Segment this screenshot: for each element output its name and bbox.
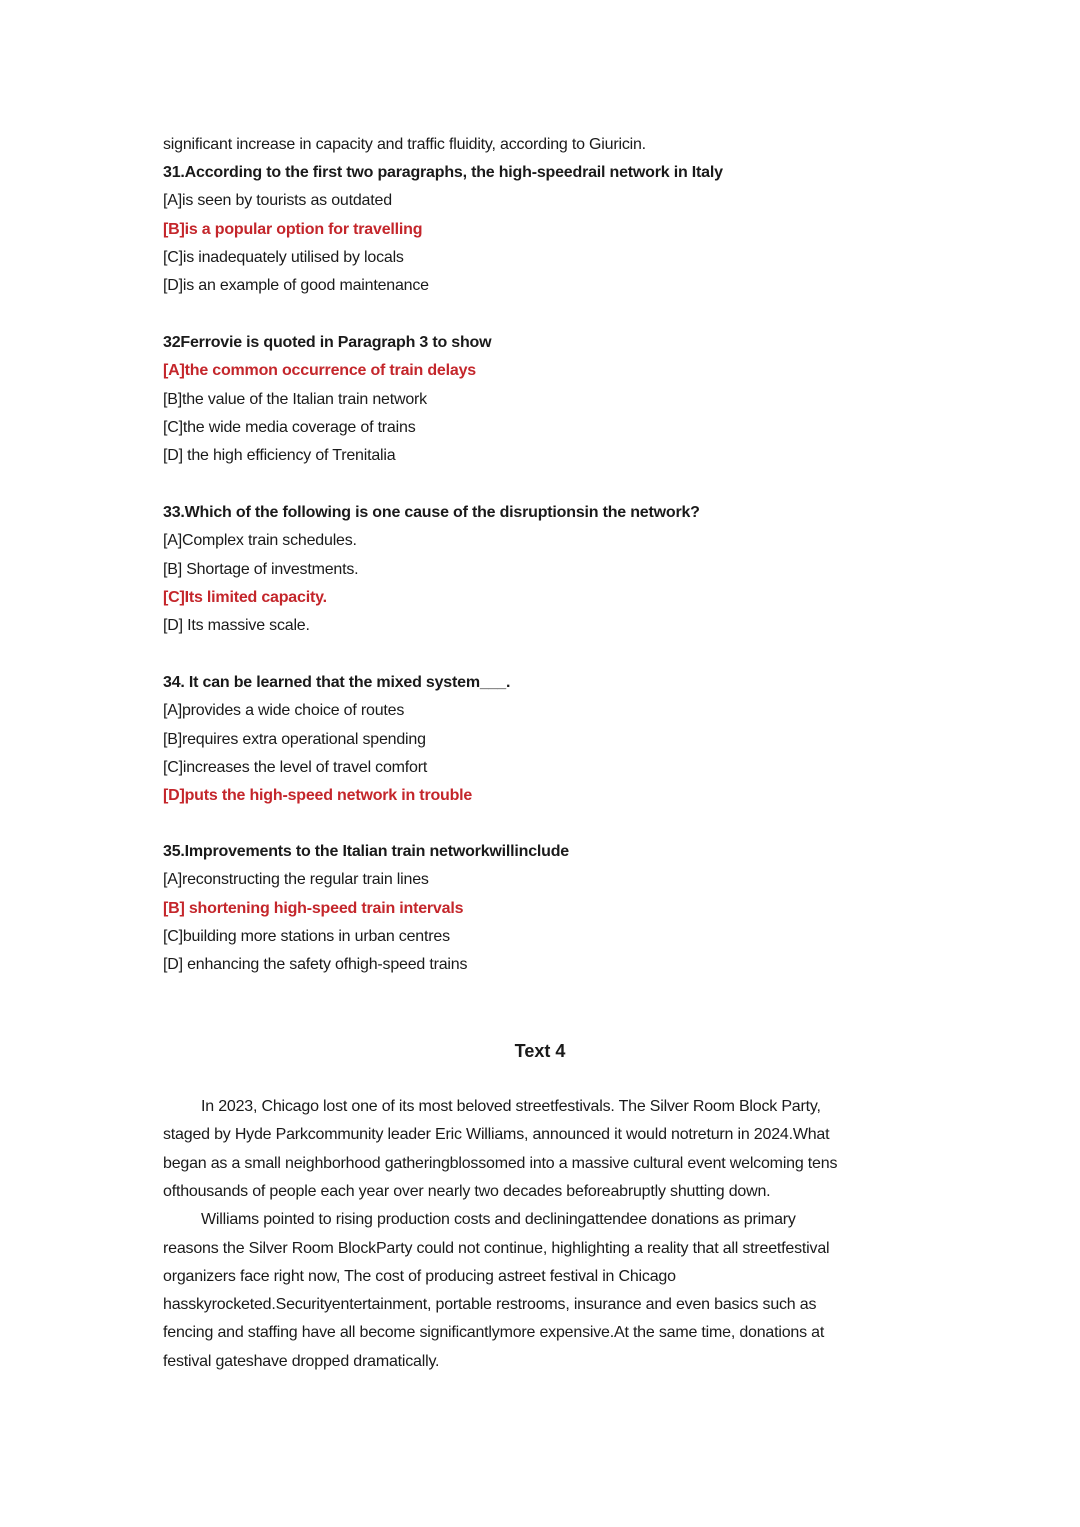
answer-option: [C]the wide media coverage of trains	[163, 418, 416, 436]
passage-line: staged by Hyde Parkcommunity leader Eric Williams, announced it would notreturn in 2024.What	[163, 1126, 830, 1144]
answer-option-correct: [D]puts the high-speed network in trouble	[163, 787, 473, 805]
answer-option-correct: [B]is a popular option for travelling	[163, 220, 423, 238]
intro-line: significant increase in capacity and traffic fluidity, according to Giuricin.	[163, 136, 646, 153]
passage-line: fencing and staffing have all become significantlymore expensive.At the same time, donations at	[163, 1324, 825, 1342]
answer-option: [C]is inadequately utilised by locals	[163, 248, 404, 266]
answer-option: [B] Shortage of investments.	[163, 560, 359, 578]
answer-option-correct: [B] shortening high-speed train intervals	[163, 899, 464, 917]
answer-option: [A]reconstructing the regular train lines	[163, 871, 429, 889]
section-title: Text 4	[514, 1041, 566, 1061]
answer-option: [D] Its massive scale.	[163, 617, 310, 635]
passage-line: hasskyrocketed.Securityentertainment, portable restrooms, insurance and even basics such as	[163, 1296, 817, 1314]
answer-option: [B]the value of the Italian train network	[163, 390, 427, 408]
question-stem: 34. It can be learned that the mixed system___.	[163, 674, 511, 691]
answer-option: [C]increases the level of travel comfort	[163, 758, 428, 776]
passage-line: began as a small neighborhood gatheringblossomed into a massive cultural event welcoming tens	[163, 1154, 838, 1172]
passage-line: In 2023, Chicago lost one of its most beloved streetfestivals. The Silver Room Block Party,	[201, 1098, 821, 1115]
answer-option: [A]Complex train schedules.	[163, 532, 357, 550]
passage-line: organizers face right now, The cost of producing astreet festival in Chicago	[163, 1267, 676, 1285]
question-stem: 33.Which of the following is one cause of the disruptionsin the network?	[163, 504, 700, 521]
answer-option: [D] enhancing the safety ofhigh-speed trains	[163, 956, 468, 974]
passage-line: ofthousands of people each year over nearly two decades beforeabruptly shutting down.	[163, 1182, 771, 1200]
answer-option: [A]provides a wide choice of routes	[163, 702, 405, 720]
passage-line: Williams pointed to rising production costs and decliningattendee donations as primary	[201, 1211, 796, 1229]
answer-option: [D] the high efficiency of Trenitalia	[163, 447, 396, 465]
passage-line: festival gateshave dropped dramatically.	[163, 1352, 440, 1370]
question-stem: 35.Improvements to the Italian train networkwillinclude	[163, 843, 569, 860]
question-stem: 32Ferrovie is quoted in Paragraph 3 to show	[163, 334, 492, 351]
question-stem: 31.According to the first two paragraphs, the high-speedrail network in Italy	[163, 164, 723, 181]
passage-line: reasons the Silver Room BlockParty could not continue, highlighting a reality that all streetfestival	[163, 1239, 830, 1257]
answer-option-correct: [A]the common occurrence of train delays	[163, 362, 476, 380]
answer-option: [D]is an example of good maintenance	[163, 277, 429, 295]
answer-option-correct: [C]Its limited capacity.	[163, 588, 327, 606]
answer-option: [C]building more stations in urban centres	[163, 927, 450, 945]
answer-option: [B]requires extra operational spending	[163, 730, 426, 748]
answer-option: [A]is seen by tourists as outdated	[163, 192, 392, 210]
